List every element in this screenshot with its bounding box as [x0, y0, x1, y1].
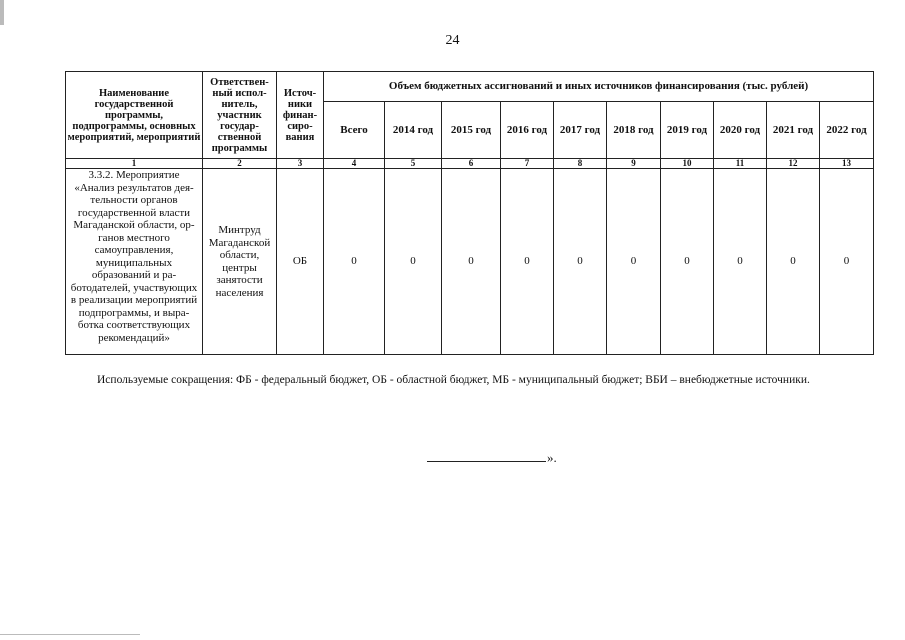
header-year: 2018 год [607, 102, 661, 159]
year-value-cell: 0 [385, 169, 442, 355]
column-number: 13 [820, 159, 874, 169]
header-year: 2014 год [385, 102, 442, 159]
closing-mark [427, 449, 557, 466]
year-value-cell: 0 [442, 169, 501, 355]
column-number: 11 [714, 159, 767, 169]
year-value-cell: 0 [714, 169, 767, 355]
header-year: 2015 год [442, 102, 501, 159]
header-year: 2019 год [661, 102, 714, 159]
header-year: 2020 год [714, 102, 767, 159]
blank-line [427, 449, 546, 462]
header-year: 2017 год [554, 102, 607, 159]
column-number: 10 [661, 159, 714, 169]
closing-quote: ». [547, 450, 557, 465]
header-funding-source: Источ-ники финан-сиро-вания [277, 72, 324, 159]
header-executor: Ответствен-ный испол-нитель, участник государ-ственной программы [203, 72, 277, 159]
header-budget-volume: Объем бюджетных ассигнований и иных источников финансирования (тыс. рублей) [324, 72, 874, 102]
column-number: 8 [554, 159, 607, 169]
column-number: 2 [203, 159, 277, 169]
year-value-cell: 0 [607, 169, 661, 355]
column-number: 9 [607, 159, 661, 169]
funding-source-cell: ОБ [277, 169, 324, 355]
header-year: 2021 год [767, 102, 820, 159]
header-year: 2022 год [820, 102, 874, 159]
column-number: 4 [324, 159, 385, 169]
year-value-cell: 0 [661, 169, 714, 355]
scan-edge-top [0, 0, 4, 25]
year-value-cell: 0 [767, 169, 820, 355]
column-number: 12 [767, 159, 820, 169]
column-number: 7 [501, 159, 554, 169]
table-row [66, 169, 874, 355]
total-cell: 0 [324, 169, 385, 355]
header-year: 2016 год [501, 102, 554, 159]
budget-table [65, 71, 874, 355]
column-number: 3 [277, 159, 324, 169]
scan-edge-bottom [0, 634, 140, 635]
column-number: 6 [442, 159, 501, 169]
column-number-row [66, 159, 874, 169]
abbreviations-note: Используемые сокращения: ФБ - федеральный бюджет, ОБ - областной бюджет, МБ - муниципальный бюджет; ВБИ – внебюджетные источники. [97, 374, 810, 386]
executor-cell: Минтруд Магаданской области, центры занятости населения [203, 169, 277, 355]
column-number: 1 [66, 159, 203, 169]
year-value-cell: 0 [554, 169, 607, 355]
header-program-name: Наименование государственной программы, подпрограммы, основных мероприятий, мероприятий [66, 72, 203, 159]
activity-name: 3.3.2. Мероприятие «Анализ результатов дея-тельности органов государственной власти Магаданской области, ор-ганов местного самоуправления, муниципальных образований и ра-ботодателей, участвующих в реализации мероприятий подпрограммы, и выра-ботка соответствующих рекомендаций» [66, 169, 203, 355]
header-total: Всего [324, 102, 385, 159]
year-value-cell: 0 [501, 169, 554, 355]
column-number: 5 [385, 159, 442, 169]
year-value-cell: 0 [820, 169, 874, 355]
page-number: 24 [445, 33, 460, 48]
